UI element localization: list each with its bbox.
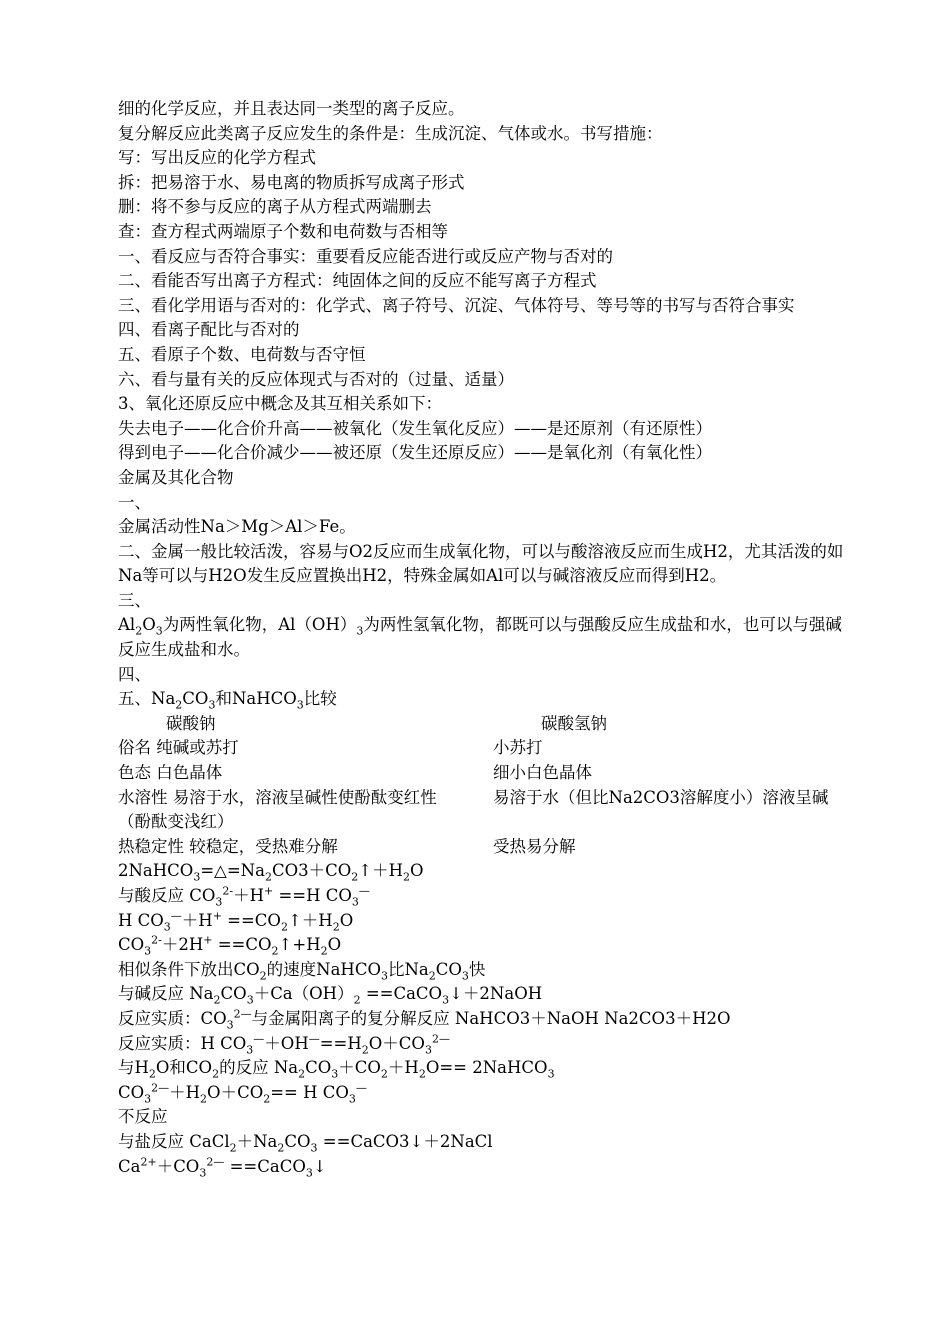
table-row xyxy=(118,761,858,786)
equation-line: 反应实质：$CO_3^{2—}$与金属阳离子的复分解反应 NaHCO3＋NaOH Na2CO3＋H2O xyxy=(118,1007,731,1032)
table-row xyxy=(118,786,858,835)
alumina-paragraph: $Al_2O_3$为两性氧化物，$Al(OH)_3$为两性氢氧化物，都既可以与强酸反应生成盐和水，也可以与强碱反应生成盐和水。 xyxy=(118,615,842,660)
document-page xyxy=(118,97,858,1179)
table-cell-right: 小苏打 xyxy=(493,738,543,758)
text-line: 失去电子——化合价升高——被氧化（发生氧化反应）——是还原剂（有还原性） xyxy=(118,418,712,438)
equation-line: $CO_3^{2-}+2H^+$ $==CO_2↑+H_2O$ xyxy=(118,933,342,958)
comparison-heading: 五、$Na_2CO_3$和NaHCO$_3$比较 xyxy=(118,689,337,712)
text-line: 一、看反应与否符合事实：重要看反应能否进行或反应产物与否对的 xyxy=(118,246,613,266)
text-line: 相似条件下放出$CO_2$的速度NaHCO$_3$比$Na_2CO_3$快 xyxy=(118,959,486,983)
equation-line: 反应实质：H $CO_3^—+OH^—==H_2O+CO_3^{2—}$ xyxy=(118,1032,450,1056)
equation-line: 与$H_2O$和$CO_2$的反应 $Na_2CO_3+CO_2+H_2O==$ 2NaHCO$_3$ xyxy=(118,1058,555,1081)
text-line: 三、 xyxy=(118,590,151,610)
equation-line: $CO_3^{2—}+H_2O+CO_2== H$ $CO_3^—$ xyxy=(118,1081,367,1106)
table-header-row xyxy=(118,712,858,737)
table-header-left: 碳酸钠 xyxy=(166,713,216,733)
table-cell-left: 色态 白色晶体 xyxy=(118,763,223,783)
text-line: 金属活动性Na＞Mg＞Al＞Fe。 xyxy=(118,517,356,537)
text-paragraph: 三、看化学用语与否对的：化学式、离子符号、沉淀、气体符号、等号等的书写与否符合事实 xyxy=(118,295,795,315)
table-cell-right: 易溶于水（但比Na2CO3溶解度小）溶液呈碱 xyxy=(493,787,829,807)
text-line: 写：写出反应的化学方程式 xyxy=(118,148,316,168)
table-row xyxy=(118,736,858,761)
text-line: 五、看原子个数、电荷数与否守恒 xyxy=(118,344,366,364)
table-cell-right: 受热易分解 xyxy=(493,836,576,856)
text-line: 四、看离子配比与否对的 xyxy=(118,320,300,340)
equation-line: 与酸反应 $CO_3^{2-}+H^+ ==H$ $CO_3^—$ xyxy=(118,884,370,909)
equation-line: 与碱反应 $Na_2CO_3+Ca(OH)_2$ ==CaCO$_3$↓＋2NaOH xyxy=(118,984,543,1007)
table-row xyxy=(118,835,858,860)
table-cell-left: 热稳定性 较稳定，受热难分解 xyxy=(118,836,338,856)
table-cell-left: 俗名 纯碱或苏打 xyxy=(118,738,239,758)
text-line: 删：将不参与反应的离子从方程式两端删去 xyxy=(118,197,432,217)
text-line: 细的化学反应，并且表达同一类型的离子反应。 xyxy=(118,99,465,118)
equation-line: 与盐反应 $CaCl_2+Na_2CO_3$ ==CaCO3↓＋2NaCl xyxy=(118,1131,493,1155)
equation-line: $Ca^{2+}+CO_3^{2—}$ ==CaCO$_3$↓ xyxy=(118,1155,327,1179)
equation-line: $2NaHCO_3=\triangle=Na_2CO3+CO_2↑+H_2O$ xyxy=(118,861,424,884)
text-line: 3、氧化还原反应中概念及其互相关系如下： xyxy=(118,394,442,414)
text-line: 查：查方程式两端原子个数和电荷数与否相等 xyxy=(118,221,448,241)
text-paragraph: 二、金属一般比较活泼，容易与O2反应而生成氧化物，可以与酸溶液反应而生成H2，尤其活泼的如Na等可以与H2O发生反应置换出H2，特殊金属如Al可以与碱溶液反应而得到H2。 xyxy=(118,541,844,586)
text-line: 不反应 xyxy=(118,1107,168,1127)
text-line: 拆：把易溶于水、易电离的物质拆写成离子形式 xyxy=(118,172,465,192)
text-line: 复分解反应此类离子反应发生的条件是：生成沉淀、气体或水。书写措施： xyxy=(118,123,663,143)
equation-line: H $CO_3^—+H^+$ $==CO_2↑+H_2O$ xyxy=(118,909,354,933)
section-heading: 金属及其化合物 xyxy=(118,467,234,487)
text-line: 四、 xyxy=(118,664,151,684)
text-line: 六、看与量有关的反应体现式与否对的（过量、适量） xyxy=(118,369,514,389)
table-cell-right: 细小白色晶体 xyxy=(493,763,592,783)
text-line: 一、 xyxy=(118,492,151,512)
table-header-right: 碳酸氢钠 xyxy=(541,713,607,733)
text-line: 二、看能否写出离子方程式：纯固体之间的反应不能写离子方程式 xyxy=(118,271,597,291)
table-cell-left: 水溶性 易溶于水，溶液呈碱性使酚酞变红性（酚酞变浅红） xyxy=(118,787,437,832)
text-line: 得到电子——化合价减少——被还原（发生还原反应）——是氧化剂（有氧化性） xyxy=(118,443,712,463)
